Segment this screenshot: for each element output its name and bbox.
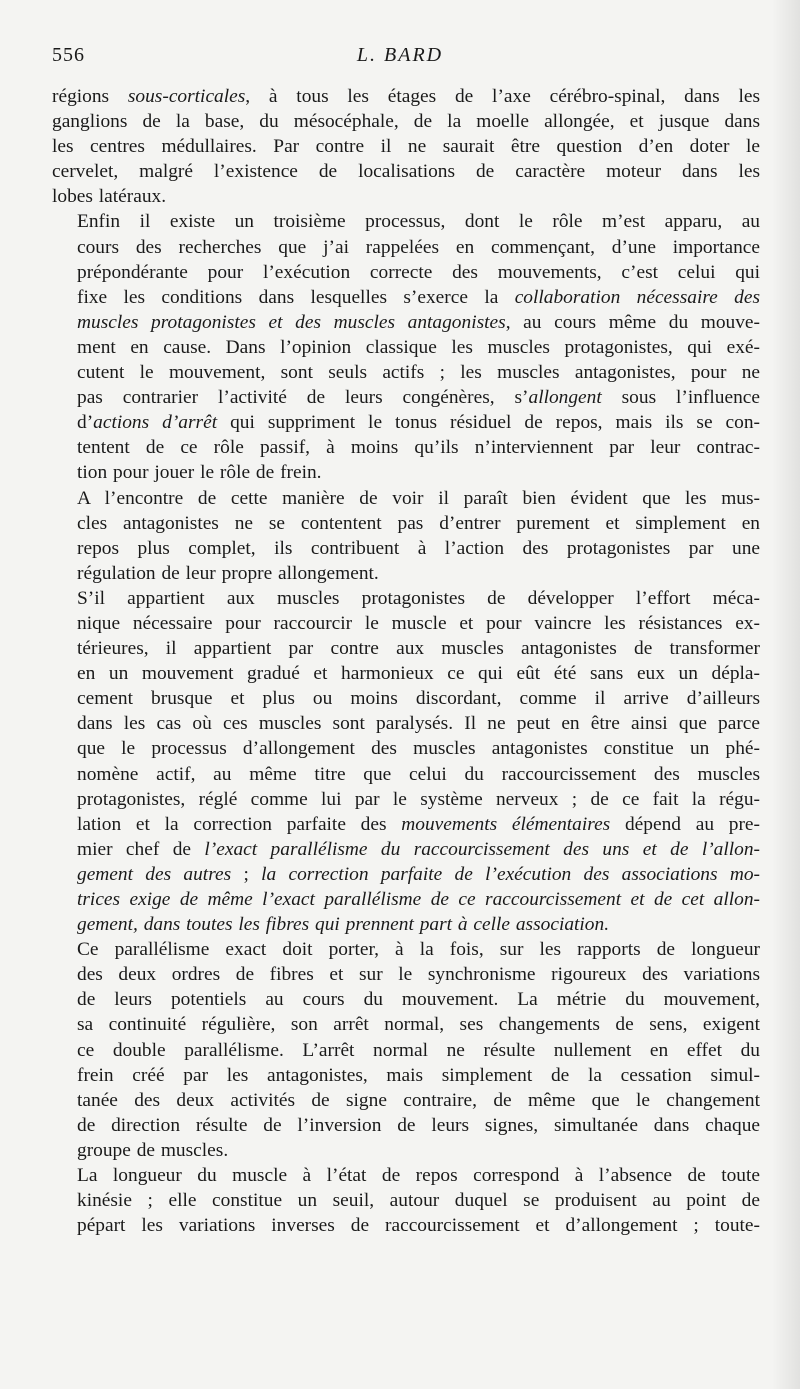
text-line: [52, 1163, 760, 1188]
italic-text: la correction parfaite de l’exécution des associations mo-: [261, 863, 760, 885]
text-run: sous l’influence: [601, 387, 760, 409]
italic-text: mouvements élémentaires: [401, 813, 611, 835]
text-run: cement brusque et plus ou moins discordant, comme il arrive d’ailleurs: [77, 688, 760, 710]
italic-text: l’exact parallélisme du raccourcissement des uns et de l’allon-: [204, 838, 760, 860]
text-run: térieures, il appartient par contre aux muscles antagonistes de transformer: [77, 638, 760, 660]
text-run: qui suppriment le tonus résiduel de repos, mais ils se con-: [217, 412, 761, 434]
text-run: dans les cas où ces muscles sont paralysés. Il ne peut en être ainsi que parce: [77, 713, 760, 735]
running-title: L. BARD: [356, 44, 444, 66]
text-run: , au cours même du mouve-: [505, 311, 760, 333]
paragraph: [52, 84, 760, 209]
text-run: ;: [231, 863, 262, 885]
text-run: pépart les variations inverses de raccourcissement et d’allongement ; toute-: [77, 1215, 760, 1237]
text-line: [52, 611, 760, 636]
text-run: régulation de leur propre allongement.: [77, 562, 379, 584]
text-line: [52, 460, 760, 485]
text-line: [52, 159, 760, 184]
paragraph: [52, 1163, 760, 1238]
text-run: sa continuité régulière, son arrêt normal, ses changements de sens, exigent: [77, 1014, 760, 1036]
text-line: [52, 887, 760, 912]
text-run: kinésie ; elle constitue un seuil, autour duquel se produisent au point de: [77, 1190, 760, 1212]
italic-text: actions d’arrêt: [93, 412, 218, 434]
text-run: A l’encontre de cette manière de voir il paraît bien évident que les mus-: [77, 487, 760, 509]
text-run: les centres médullaires. Par contre il ne saurait être question d’en doter le: [52, 136, 760, 158]
text-line: [52, 686, 760, 711]
text-run: d’: [77, 412, 94, 434]
text-line: [52, 636, 760, 661]
text-run: de direction résulte de l’inversion de leurs signes, simultanée dans chaque: [77, 1114, 760, 1136]
text-line: [52, 987, 760, 1012]
paragraph: [52, 486, 760, 586]
text-run: prépondérante pour l’exécution correcte des mouvements, c’est celui qui: [77, 261, 760, 283]
paragraph: [52, 209, 760, 485]
text-run: cervelet, malgré l’existence de localisations de caractère moteur dans les: [52, 161, 760, 183]
text-line: [52, 285, 760, 310]
text-run: lobes latéraux.: [52, 186, 167, 208]
text-line: [52, 385, 760, 410]
text-line: [52, 335, 760, 360]
text-line: [52, 1138, 760, 1163]
text-run: cles antagonistes ne se contentent pas d’entrer purement et simplement en: [77, 512, 760, 534]
text-line: [52, 209, 760, 234]
text-run: groupe de muscles.: [77, 1139, 229, 1161]
paragraph: [52, 586, 760, 937]
text-line: [52, 762, 760, 787]
italic-text: trices exige de même l’exact parallélisme de ce raccourcissement et de cet allon-: [77, 889, 760, 910]
italic-text: allongent: [528, 387, 602, 409]
text-line: [52, 1188, 760, 1213]
italic-text: gement des autres: [77, 863, 232, 885]
text-run: S’il appartient aux muscles protagonistes de développer l’effort méca-: [77, 587, 760, 609]
paragraph: [52, 937, 760, 1163]
text-run: dépend au pre-: [610, 813, 760, 835]
text-line: [52, 787, 760, 812]
text-line: [52, 1113, 760, 1138]
text-line: [52, 1038, 760, 1063]
text-line: [52, 109, 760, 134]
text-run: de leurs potentiels au cours du mouvement. La métrie du mouvement,: [77, 989, 760, 1011]
page-header: [52, 44, 748, 72]
text-line: [52, 536, 760, 561]
text-line: [52, 711, 760, 736]
text-line: [52, 486, 760, 511]
text-run: cours des recherches que j’ai rappelées en commençant, d’une importance: [77, 236, 760, 258]
text-run: ce double parallélisme. L’arrêt normal ne résulte nullement en effet du: [77, 1039, 760, 1061]
text-run: Enfin il existe un troisième processus, dont le rôle m’est apparu, au: [77, 211, 760, 233]
text-run: ganglions de la base, du mésocéphale, de la moelle allongée, et jusque dans: [52, 111, 760, 133]
italic-text: collaboration nécessaire des: [514, 286, 760, 308]
text-line: [52, 1088, 760, 1113]
text-line: [52, 84, 760, 109]
text-line: [52, 184, 760, 209]
text-run: cutent le mouvement, sont seuls actifs ; les muscles antagonistes, pour ne: [77, 362, 760, 384]
italic-text: sous-corticales: [127, 86, 246, 107]
text-run: frein créé par les antagonistes, mais simplement de la cessation simul-: [77, 1064, 760, 1086]
text-line: [52, 837, 760, 862]
text-run: régions: [52, 86, 128, 107]
text-run: La longueur du muscle à l’état de repos correspond à l’absence de toute: [77, 1165, 760, 1187]
text-line: [52, 1012, 760, 1037]
text-line: [52, 1063, 760, 1088]
body-text: [52, 84, 760, 1238]
text-run: ment en cause. Dans l’opinion classique les muscles protagonistes, qui exé-: [77, 336, 760, 358]
text-line: [52, 235, 760, 260]
italic-text: gement, dans toutes les fibres qui prennent part à celle association.: [77, 914, 610, 936]
text-run: repos plus complet, ils contribuent à l’action des protagonistes par une: [77, 537, 760, 559]
text-run: en un mouvement gradué et harmonieux ce qui eût été sans eux un dépla-: [77, 663, 760, 685]
text-run: des deux ordres de fibres et sur le synchronisme rigoureux des variations: [77, 964, 760, 986]
text-line: [52, 937, 760, 962]
text-run: fixe les conditions dans lesquelles s’exerce la: [77, 286, 515, 308]
text-run: , à tous les étages de l’axe cérébro-spinal, dans les: [245, 86, 760, 107]
text-run: nique nécessaire pour raccourcir le muscle et pour vaincre les résistances ex-: [77, 612, 760, 634]
text-line: [52, 511, 760, 536]
text-run: pas contrarier l’activité de leurs congénères, s’: [77, 387, 529, 409]
text-run: Ce parallélisme exact doit porter, à la fois, sur les rapports de longueur: [77, 939, 760, 961]
italic-text: muscles protagonistes et des muscles antagonistes: [77, 311, 506, 333]
text-line: [52, 410, 760, 435]
text-line: [52, 812, 760, 837]
text-run: tion pour jouer le rôle de frein.: [77, 462, 322, 484]
text-run: tentent de ce rôle passif, à moins qu’ils n’interviennent par leur contrac-: [77, 437, 760, 459]
text-line: [52, 310, 760, 335]
text-line: [52, 134, 760, 159]
text-run: que le processus d’allongement des muscles antagonistes constitue un phé-: [77, 738, 760, 760]
text-line: [52, 661, 760, 686]
text-line: [52, 862, 760, 887]
text-line: [52, 561, 760, 586]
text-line: [52, 360, 760, 385]
text-line: [52, 586, 760, 611]
text-line: [52, 1213, 760, 1238]
text-run: lation et la correction parfaite des: [77, 813, 402, 835]
text-run: tanée des deux activités de signe contraire, de même que le changement: [77, 1089, 760, 1111]
text-line: [52, 435, 760, 460]
text-line: [52, 962, 760, 987]
text-run: protagonistes, réglé comme lui par le système nerveux ; de ce fait la régu-: [77, 788, 760, 810]
page-number: 556: [52, 44, 85, 66]
text-run: mier chef de: [77, 838, 205, 860]
text-line: [52, 912, 760, 937]
text-line: [52, 736, 760, 761]
text-line: [52, 260, 760, 285]
text-run: nomène actif, au même titre que celui du raccourcissement des muscles: [77, 763, 760, 785]
